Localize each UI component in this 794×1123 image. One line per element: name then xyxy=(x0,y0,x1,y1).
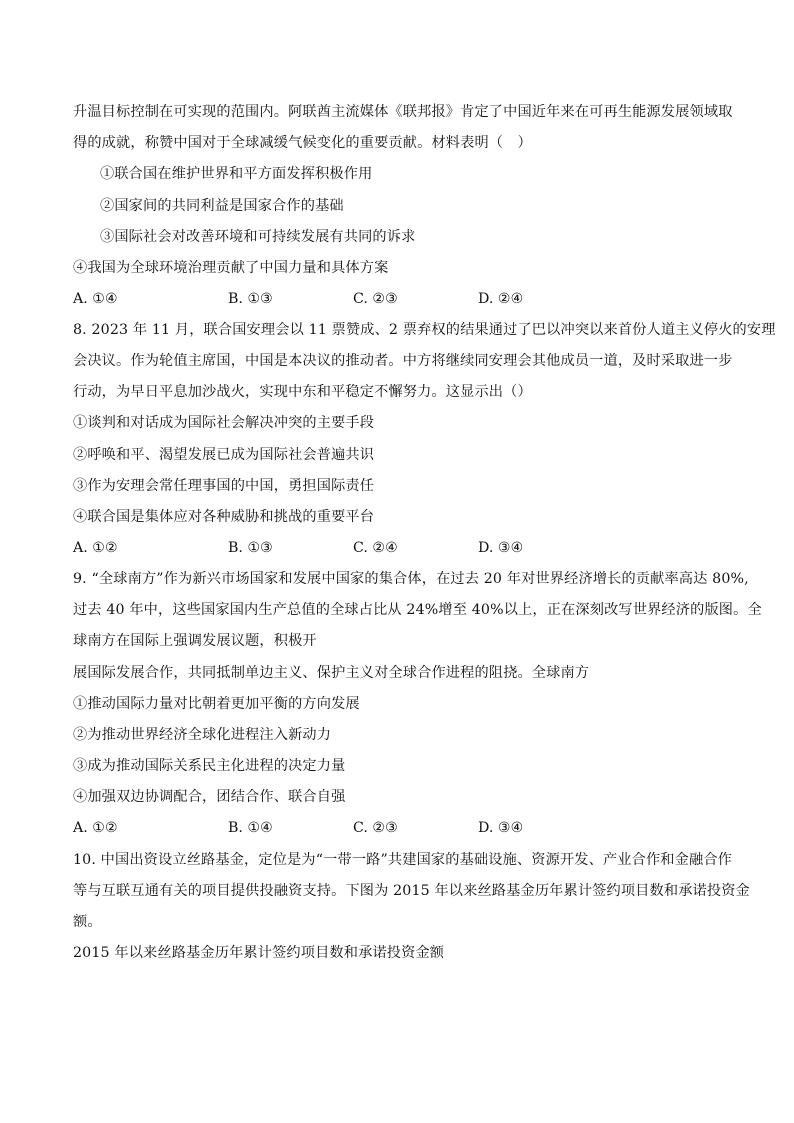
q9-stem-line-1: 9. “全球南方”作为新兴市场国家和发展中国家的集合体，在过去 20 年对世界经济增长的贡献率高达 80%, xyxy=(73,571,749,587)
q7-item-3: ③国际社会对改善环境和可持续发展有共同的诉求 xyxy=(100,229,416,245)
q7-item-4: ④我国为全球环境治理贡献了中国力量和具体方案 xyxy=(73,260,389,276)
q9-item-3: ③成为推动国际关系民主化进程的决定力量 xyxy=(73,758,346,774)
q7-options xyxy=(73,289,733,309)
q9-stem-line-3: 球南方在国际上强调发展议题，积极开 xyxy=(73,633,317,649)
q7-item-1: ①联合国在维护世界和平方面发挥积极作用 xyxy=(100,166,373,182)
q9-item-2: ②为推动世界经济全球化进程注入新动力 xyxy=(73,727,332,743)
q9-item-4: ④加强双边协调配合，团结合作、联合自强 xyxy=(73,789,346,805)
q8-option-c: C. ②④ xyxy=(353,540,398,556)
q10-stem-line-2: 等与互联互通有关的项目提供投融资支持。下图为 2015 年以来丝路基金历年累计签约项目数和承诺投资金 xyxy=(73,883,750,899)
q9-options xyxy=(73,818,733,838)
q9-option-a: A. ①② xyxy=(73,820,118,836)
q8-option-a: A. ①② xyxy=(73,540,118,556)
q8-item-1: ①谈判和对话成为国际社会解决冲突的主要手段 xyxy=(73,415,375,431)
q9-option-c: C. ②③ xyxy=(353,820,398,836)
q7-stem-line-1: 升温目标控制在可实现的范围内。阿联酋主流媒体《联邦报》肯定了中国近年来在可再生能源发展领域取 xyxy=(73,104,733,120)
q7-option-c: C. ②③ xyxy=(353,291,398,307)
q8-item-2: ②呼唤和平、渴望发展已成为国际社会普遍共识 xyxy=(73,447,375,463)
q9-option-b: B. ①④ xyxy=(228,820,273,836)
q9-stem-line-4: 展国际发展合作，共同抵制单边主义、保护主义对全球合作进程的阻挠。全球南方 xyxy=(73,665,590,681)
q8-item-3: ③作为安理会常任理事国的中国，勇担国际责任 xyxy=(73,478,375,494)
q8-stem-line-1: 8. 2023 年 11 月，联合国安理会以 11 票赞成、2 票弃权的结果通过了巴以冲突以来首份人道主义停火的安理 xyxy=(73,322,776,338)
q8-option-d: D. ③④ xyxy=(478,540,524,556)
q8-option-b: B. ①③ xyxy=(228,540,273,556)
q10-figure-caption: 2015 年以来丝路基金历年累计签约项目数和承诺投资金额 xyxy=(73,945,445,961)
q9-stem-line-2: 过去 40 年中，这些国家国内生产总值的全球占比从 24%增至 40%以上，正在深刻改写世界经济的版图。全 xyxy=(73,602,762,618)
q7-option-d: D. ②④ xyxy=(478,291,524,307)
q10-stem-line-3: 额。 xyxy=(73,914,102,930)
q8-stem-line-3: 行动，为早日平息加沙战火，实现中东和平稳定不懈努力。这显示出（） xyxy=(73,384,532,400)
q10-stem-line-1: 10. 中国出资设立丝路基金，定位是为“一带一路”共建国家的基础设施、资源开发、产业合作和金融合作 xyxy=(73,852,732,868)
q7-option-a: A. ①④ xyxy=(73,291,118,307)
q8-item-4: ④联合国是集体应对各种威胁和挑战的重要平台 xyxy=(73,509,375,525)
q7-option-b: B. ①③ xyxy=(228,291,273,307)
q8-options xyxy=(73,538,733,558)
q7-item-2: ②国家间的共同利益是国家合作的基础 xyxy=(100,198,344,214)
q8-stem-line-2: 会决议。作为轮值主席国，中国是本决议的推动者。中方将继续同安理会其他成员一道，及时采取进一步 xyxy=(73,353,733,369)
q9-item-1: ①推动国际力量对比朝着更加平衡的方向发展 xyxy=(73,696,360,712)
q9-option-d: D. ③④ xyxy=(478,820,524,836)
q7-stem-line-2: 得的成就，称赞中国对于全球减缓气候变化的重要贡献。材料表明（ ） xyxy=(73,135,532,151)
